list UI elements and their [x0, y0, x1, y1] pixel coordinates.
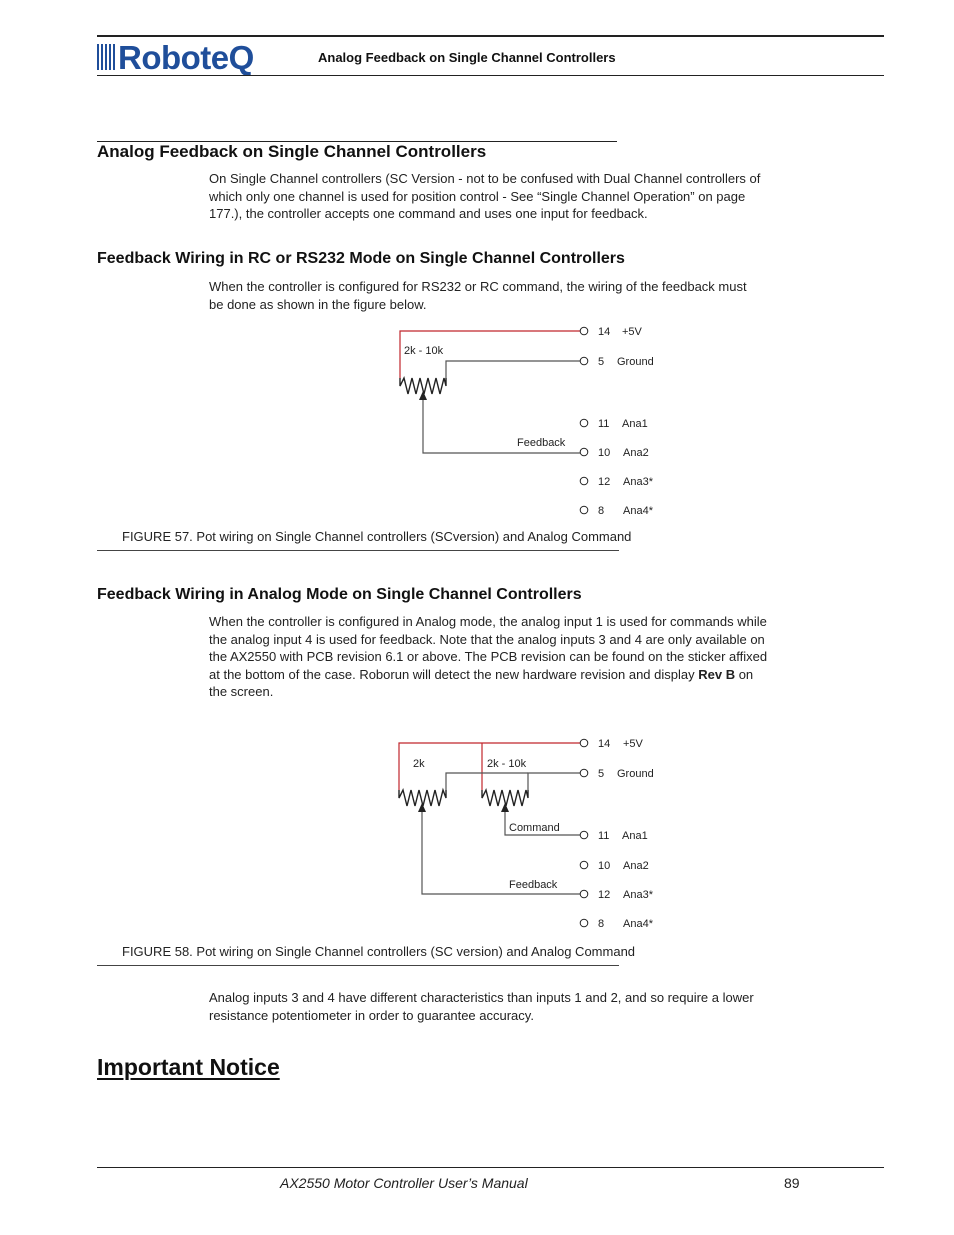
fig58-pin-10 [580, 860, 649, 872]
figure-58-caption: FIGURE 58. Pot wiring on Single Channel controllers (SC version) and Analog Command [122, 944, 636, 959]
svg-text:Ground: Ground [617, 356, 654, 368]
svg-text:14: 14 [598, 326, 611, 338]
svg-text:+5V: +5V [622, 326, 642, 338]
footer-rule [97, 1167, 884, 1168]
rc-mode-text: When the controller is configured for RS232 or RC command, the wiring of the feedback must be done as shown in the figure below. [209, 279, 747, 312]
header-top-rule [97, 35, 884, 37]
figure-58-caption-rule [97, 965, 619, 966]
footer-page-number: 89 [784, 1175, 800, 1191]
fig57-pin-12 [580, 476, 653, 488]
svg-text:Ana2: Ana2 [623, 447, 649, 459]
fig58-ground-wire [528, 773, 584, 790]
fig58-ground-wire-pot1 [446, 773, 528, 790]
svg-text:8: 8 [598, 505, 605, 517]
fig58-feedback-label: Feedback [509, 879, 558, 891]
figure-57-caption: FIGURE 57. Pot wiring on Single Channel controllers (SCversion) and Analog Command [122, 529, 632, 544]
running-header-title: Analog Feedback on Single Channel Controllers [318, 50, 616, 65]
svg-text:10: 10 [598, 860, 611, 872]
fig58-pin-5 [580, 768, 654, 780]
svg-text:5: 5 [598, 356, 605, 368]
svg-text:Ana3*: Ana3* [623, 476, 653, 488]
fig58-potentiometer-1-icon [399, 790, 446, 806]
fig58-wiper-2-arrow-icon [501, 803, 509, 812]
figure-57-diagram [380, 320, 700, 525]
svg-text:Ana1: Ana1 [622, 830, 648, 842]
svg-text:5: 5 [598, 768, 605, 780]
logo-text: RoboteQ [118, 38, 254, 76]
header-bottom-rule [97, 75, 884, 76]
fig57-feedback-label: Feedback [517, 437, 566, 449]
svg-text:11: 11 [598, 830, 610, 842]
figure-57-caption-rule [97, 550, 619, 551]
svg-text:10: 10 [598, 447, 611, 459]
svg-text:Ana4*: Ana4* [623, 505, 653, 517]
svg-text:Ground: Ground [617, 768, 654, 780]
important-notice-title: Important Notice [97, 1054, 280, 1080]
fig58-command-label: Command [509, 822, 560, 834]
fig57-ground-wire [446, 361, 584, 378]
fig57-wiper-arrow-icon [419, 391, 427, 400]
section-title: Analog Feedback on Single Channel Controllers [97, 142, 487, 161]
svg-text:Ana3*: Ana3* [623, 889, 653, 901]
svg-text:Ana2: Ana2 [623, 860, 649, 872]
svg-text:11: 11 [598, 418, 610, 430]
fig57-pin-14 [580, 326, 642, 338]
figure-58-diagram [380, 732, 700, 937]
rev-b-label: Rev B [698, 666, 736, 682]
fig58-pin-12 [580, 889, 653, 901]
analog-inputs-note: Analog inputs 3 and 4 have different characteristics than inputs 1 and 2, and so require a lower resistance potentiometer in order to guarantee accuracy. [209, 990, 754, 1023]
svg-text:Ana1: Ana1 [622, 418, 648, 430]
svg-text:+5V: +5V [623, 738, 643, 750]
svg-text:Ana4*: Ana4* [623, 918, 653, 930]
analog-mode-title: Feedback Wiring in Analog Mode on Single Channel Controllers [97, 586, 582, 603]
fig58-pin-8 [580, 918, 653, 930]
fig58-pin-11 [580, 830, 648, 842]
fig57-pin-8 [580, 505, 653, 517]
svg-text:12: 12 [598, 889, 611, 901]
fig57-pot-label: 2k - 10k [404, 345, 444, 357]
svg-text:12: 12 [598, 476, 611, 488]
fig58-pot1-label: 2k [413, 758, 425, 770]
roboteq-logo [97, 40, 254, 74]
footer-manual-title: AX2550 Motor Controller User’s Manual [280, 1175, 528, 1191]
fig57-pin-5 [580, 356, 654, 368]
section-intro: On Single Channel controllers (SC Version - not to be confused with Dual Channel controllers of which only one channel is used for position control - See “Single Channel Operation” on page 177.), the controller accepts one command and uses one input for feedback. [209, 171, 761, 221]
fig57-pin-11 [580, 418, 648, 430]
svg-text:14: 14 [598, 738, 611, 750]
fig58-pin-14 [580, 738, 643, 750]
fig58-pot2-label: 2k - 10k [487, 758, 527, 770]
svg-text:8: 8 [598, 918, 605, 930]
fig57-pin-10 [580, 447, 649, 459]
logo-bars-icon [97, 44, 115, 70]
rc-mode-title: Feedback Wiring in RC or RS232 Mode on Single Channel Controllers [97, 250, 625, 267]
fig58-wiper-1-arrow-icon [418, 803, 426, 812]
analog-mode-text: When the controller is configured in Analog mode, the analog input 1 is used for commands while the analog input 4 is used for feedback. Note that the analog inputs 3 and 4 are only available on the AX2550 with PCB revision 6.1 or above. The PCB revision can be found on the sticker affixed at the bottom of the case. Roborun will detect the new hardware revision and display Rev B on the screen. [209, 614, 768, 699]
